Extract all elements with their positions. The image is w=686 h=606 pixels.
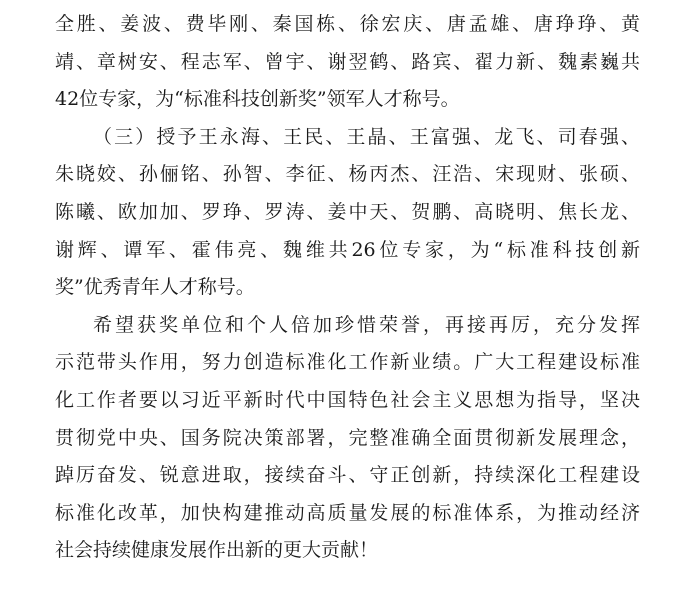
text-line: 化工作者要以习近平新时代中国特色社会主义思想为指导，坚决 bbox=[55, 388, 640, 411]
text-line: 靖、章树安、程志军、曾宇、谢翌鹤、路宾、翟力新、魏素巍共 bbox=[55, 50, 640, 73]
text-line: 踔厉奋发、锐意进取，接续奋斗、守正创新，持续深化工程建设 bbox=[55, 464, 640, 487]
text-line: 全胜、姜波、费毕刚、秦国栋、徐宏庆、唐孟雄、唐琤琤、黄 bbox=[55, 13, 640, 35]
document-body bbox=[55, 6, 640, 570]
text-line: 标准化改革，加快构建推动高质量发展的标准体系，为推动经济 bbox=[55, 501, 640, 524]
text-line: 社会持续健康发展作出新的更大贡献！ bbox=[55, 539, 379, 562]
text-line: 贯彻党中央、国务院决策部署，完整准确全面贯彻新发展理念， bbox=[55, 426, 640, 449]
text-line: 陈曦、欧加加、罗琤、罗涛、姜中天、贺鹏、高晓明、焦长龙、 bbox=[55, 200, 640, 223]
text-line: 示范带头作用，努力创造标准化工作新业绩。广大工程建设标准 bbox=[55, 351, 640, 374]
text-line: （三）授予王永海、王民、王晶、王富强、龙飞、司春强、 bbox=[93, 125, 640, 148]
text-line: 42位专家，为“标准科技创新奖”领军人才称号。 bbox=[55, 88, 460, 111]
text-line: 谢辉、谭军、霍伟亮、魏维共26位专家，为“标准科技创新 bbox=[55, 238, 640, 261]
text-line: 奖”优秀青年人才称号。 bbox=[55, 276, 255, 299]
text-line: 朱晓姣、孙俪铭、孙智、李征、杨丙杰、汪浩、宋现财、张硕、 bbox=[55, 163, 640, 186]
text-line: 希望获奖单位和个人倍加珍惜荣誉，再接再厉，充分发挥 bbox=[93, 313, 640, 336]
